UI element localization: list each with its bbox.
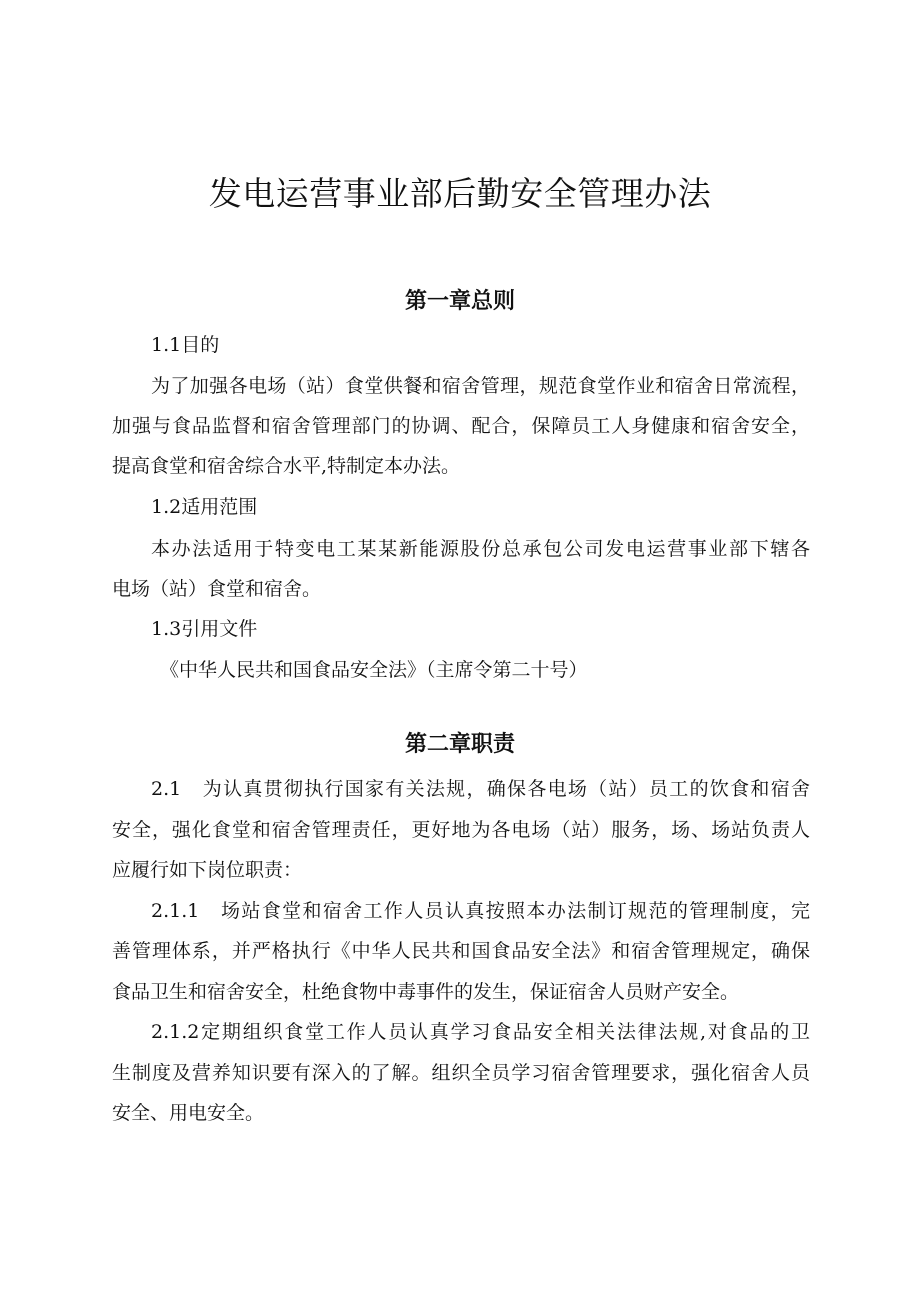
paragraph-line: 应履行如下岗位职责： bbox=[112, 859, 303, 881]
reference-document: 《中华人民共和国食品安全法》（主席令第二十号） bbox=[160, 659, 588, 681]
paragraph-line: 食品卫生和宿舍安全，杜绝食物中毒事件的发生，保证宿舍人员财产安全。 bbox=[112, 981, 740, 1003]
paragraph-line: 加强与食品监督和宿舍管理部门的协调、配合，保障员工人身健康和宿舍安全， bbox=[112, 415, 810, 437]
paragraph-line: 2.1 为认真贯彻执行国家有关法规，确保各电场（站）员工的饮食和宿舍 bbox=[151, 778, 810, 800]
paragraph-line: 安全，强化食堂和宿舍管理责任，更好地为各电场（站）服务，场、场站负责人 bbox=[112, 819, 810, 841]
paragraph-line: 本办法适用于特变电工某某新能源股份总承包公司发电运营事业部下辖各 bbox=[151, 538, 810, 560]
paragraph-line: 2.1.1 场站食堂和宿舍工作人员认真按照本办法制订规范的管理制度，完 bbox=[151, 900, 810, 922]
paragraph-line: 电场（站）食堂和宿舍。 bbox=[112, 578, 322, 600]
section-1-3-heading: 1.3引用文件 bbox=[151, 618, 258, 640]
section-1-1-heading: 1.1目的 bbox=[151, 334, 220, 356]
paragraph-line: 生制度及营养知识要有深入的了解。组织全员学习宿舍管理要求，强化宿舍人员 bbox=[112, 1062, 810, 1084]
paragraph-line: 2.1.2定期组织食堂工作人员认真学习食品安全相关法律法规,对食品的卫 bbox=[151, 1021, 810, 1043]
chapter-2-heading: 第二章职责 bbox=[404, 732, 515, 757]
paragraph-line: 善管理体系，并严格执行《中华人民共和国食品安全法》和宿舍管理规定，确保 bbox=[112, 940, 810, 962]
paragraph-line: 为了加强各电场（站）食堂供餐和宿舍管理，规范食堂作业和宿舍日常流程， bbox=[151, 375, 810, 397]
document-title: 发电运营事业部后勤安全管理办法 bbox=[208, 174, 712, 213]
chapter-1-heading: 第一章总则 bbox=[404, 289, 515, 314]
section-1-2-heading: 1.2适用范围 bbox=[151, 496, 258, 518]
paragraph-line: 提高食堂和宿舍综合水平,特制定本办法。 bbox=[112, 455, 461, 477]
paragraph-line: 安全、用电安全。 bbox=[112, 1102, 265, 1124]
